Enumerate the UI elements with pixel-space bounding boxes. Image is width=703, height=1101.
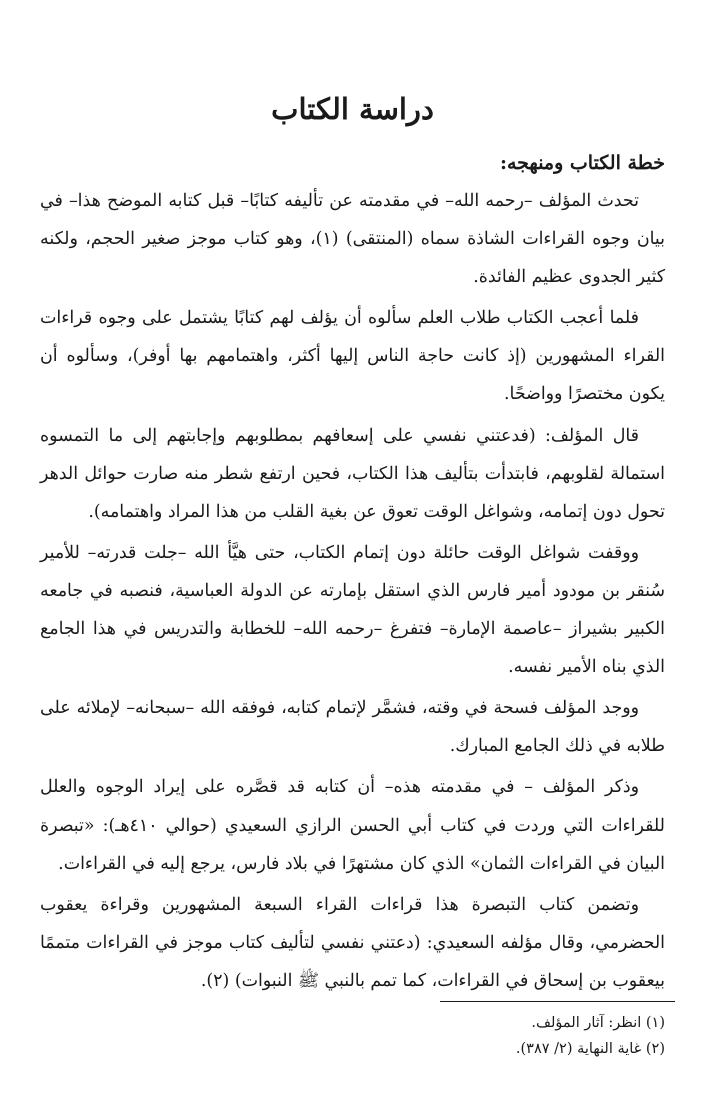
footnote: (١) انظر: آثار المؤلف.	[531, 1015, 665, 1031]
document-page	[40, 0, 665, 1101]
paragraph: وتضمن كتاب التبصرة هذا قراءات القراء السبعة المشهورين وقراءة يعقوب الحضرمي، وقال مؤلفه السعيدي: (دعتني نفسي لتأليف كتاب موجز في القراءات متممًا بيعقوب بن إسحاق في القراءات، كما تمم بالنبي ﷺ النبوات) (٢).	[40, 894, 665, 991]
page-title: دراسة الكتاب	[271, 92, 434, 126]
paragraph: تحدث المؤلف –رحمه الله– في مقدمته عن تأليفه كتابًا– قبل كتابه الموضح هذا– في بيان وجوه القراءات الشاذة سماه (المنتقى) (١)، وهو كتاب موجز صغير الحجم، ولكنه كثير الجدوى عظيم الفائدة.	[40, 191, 665, 288]
section-heading: خطة الكتاب ومنهجه:	[499, 152, 665, 174]
body-text	[40, 182, 665, 1000]
paragraph: قال المؤلف: (فدعتني نفسي على إسعافهم بمطلوبهم وإجابتهم إلى ما التمسوه استمالة لقلوبهم، فابتدأت بتأليف هذا الكتاب، فحين ارتفع شطر منه صارت حوائل الدهر تحول دون إتمامه، وشواغل الوقت تعوق عن بغية القلب من هذا المراد واهتمامه).	[40, 425, 665, 522]
paragraph: ووجد المؤلف فسحة في وقته، فشمَّر لإتمام كتابه، فوفقه الله –سبحانه– لإملائه على طلابه في ذلك الجامع المبارك.	[40, 698, 665, 757]
paragraph: فلما أعجب الكتاب طلاب العلم سألوه أن يؤلف لهم كتابًا يشتمل على وجوه قراءات القراء المشهورين (إذ كانت حاجة الناس إليها أكثر، واهتمامهم بها أوفر)، وسألوه أن يكون مختصرًا وواضحًا.	[40, 308, 665, 405]
paragraph: وذكر المؤلف – في مقدمته هذه– أن كتابه قد قصَّره على إيراد الوجوه والعلل للقراءات التي وردت في كتاب أبي الحسن الرازي السعيدي (حوالي ٤١٠هـ): «تبصرة البيان في القراءات الثمان» الذي كان مشتهرًا في بلاد فارس، يرجع إليه في القراءات.	[40, 777, 665, 874]
footnote: (٢) غاية النهاية (٢/ ٣٨٧).	[515, 1041, 665, 1057]
footnotes	[40, 1010, 665, 1062]
paragraph: ووقفت شواغل الوقت حائلة دون إتمام الكتاب، حتى هيَّأ الله –جلت قدرته– للأمير سُنقر بن مودود أمير فارس الذي استقل بإمارته عن الدولة العباسية، فنصبه في جامعه الكبير بشيراز –عاصمة الإمارة– فتفرغ –رحمه الله– للخطابة والتدريس في هذا الجامع الذي بناه الأمير نفسه.	[40, 542, 665, 678]
footnote-divider	[440, 1001, 675, 1002]
